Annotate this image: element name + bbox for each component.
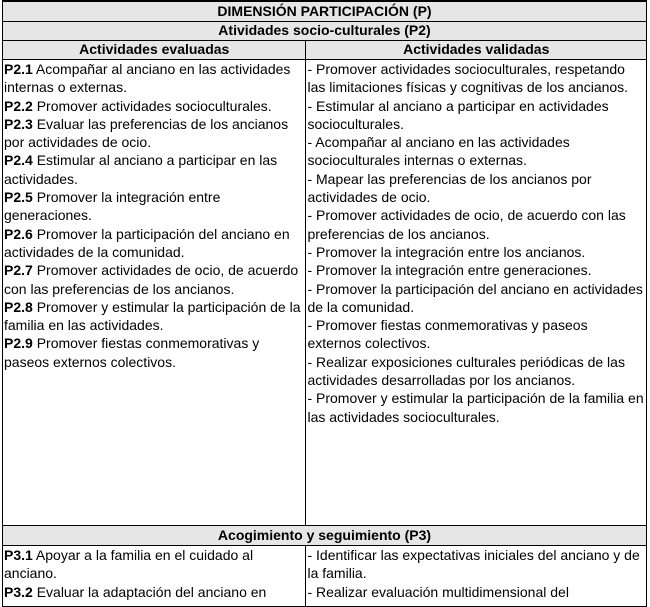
- validated-item: - Realizar evaluación multidimensional del: [307, 583, 569, 600]
- evaluated-item: P2.1 Acompañar al anciano en las actividades internas o externas.: [4, 61, 291, 96]
- column-header-validated: Actividades validadas: [306, 41, 647, 60]
- validated-item: - Promover fiestas conmemorativas y paseos externos colectivos.: [307, 317, 588, 352]
- evaluated-item: P2.7 Promover actividades de ocio, de acuerdo con las preferencias de los ancianos.: [4, 262, 299, 297]
- evaluated-item: P2.3 Evaluar las preferencias de los ancianos por actividades de ocio.: [4, 115, 289, 151]
- validated-item: - Promover y estimular la participación de la familia en las actividades socioculturales.: [307, 390, 644, 425]
- validated-activities-cell-2: [306, 546, 647, 607]
- validated-item: - Mapear las preferencias de los ancianos por actividades de ocio.: [307, 170, 592, 206]
- evaluated-item: P3.2 Evaluar la adaptación del anciano en: [4, 583, 267, 600]
- validated-item: - Promover la participación del anciano en actividades de la comunidad.: [307, 280, 643, 315]
- evaluated-item: P2.4 Estimular al anciano a participar en las actividades.: [4, 152, 278, 187]
- evaluated-activities-cell-2: [3, 546, 306, 607]
- participation-table-frame: [2, 0, 647, 600]
- validated-item: - Promover la integración entre los ancianos.: [307, 243, 586, 260]
- validated-item: - Realizar exposiciones culturales periódicas de las actividades desarrolladas por los ancianos.: [307, 353, 625, 389]
- validated-item: - Estimular al anciano a participar en actividades socioculturales.: [307, 97, 609, 132]
- dimension-title: DIMENSIÓN PARTICIPACIÓN (P): [3, 1, 647, 22]
- evaluated-item: P3.1 Apoyar a la familia en el cuidado al anciano.: [4, 547, 254, 582]
- validated-item: - Identificar las expectativas iniciales del anciano y de la familia.: [307, 547, 640, 582]
- validated-item: - Promover la integración entre generaciones.: [307, 262, 592, 279]
- validated-activities-cell: [306, 60, 647, 526]
- section1-title: Atividades socio-culturales (P2): [3, 22, 647, 41]
- validated-item: - Promover actividades socioculturales, respetando las limitaciones físicas y cognitivas de los ancianos.: [307, 61, 629, 96]
- evaluated-item: P2.2 Promover actividades socioculturales.: [4, 97, 272, 114]
- participation-table: [2, 0, 647, 607]
- evaluated-activities-cell: [3, 60, 306, 526]
- evaluated-item: P2.9 Promover fiestas conmemorativas y paseos externos colectivos.: [4, 335, 260, 370]
- evaluated-item: P2.5 Promover la integración entre generaciones.: [4, 189, 221, 224]
- validated-item: - Promover actividades de ocio, de acuerdo con las preferencias de los ancianos.: [307, 207, 626, 242]
- section2-title: Acogimiento y seguimiento (P3): [3, 526, 647, 546]
- validated-item: - Acompañar al anciano en las actividades socioculturales internas o externas.: [307, 134, 570, 169]
- evaluated-item: P2.8 Promover y estimular la participación de la familia en las actividades.: [4, 298, 301, 334]
- evaluated-item: P2.6 Promover la participación del anciano en actividades de la comunidad.: [4, 225, 290, 260]
- column-header-evaluated: Actividades evaluadas: [3, 41, 306, 60]
